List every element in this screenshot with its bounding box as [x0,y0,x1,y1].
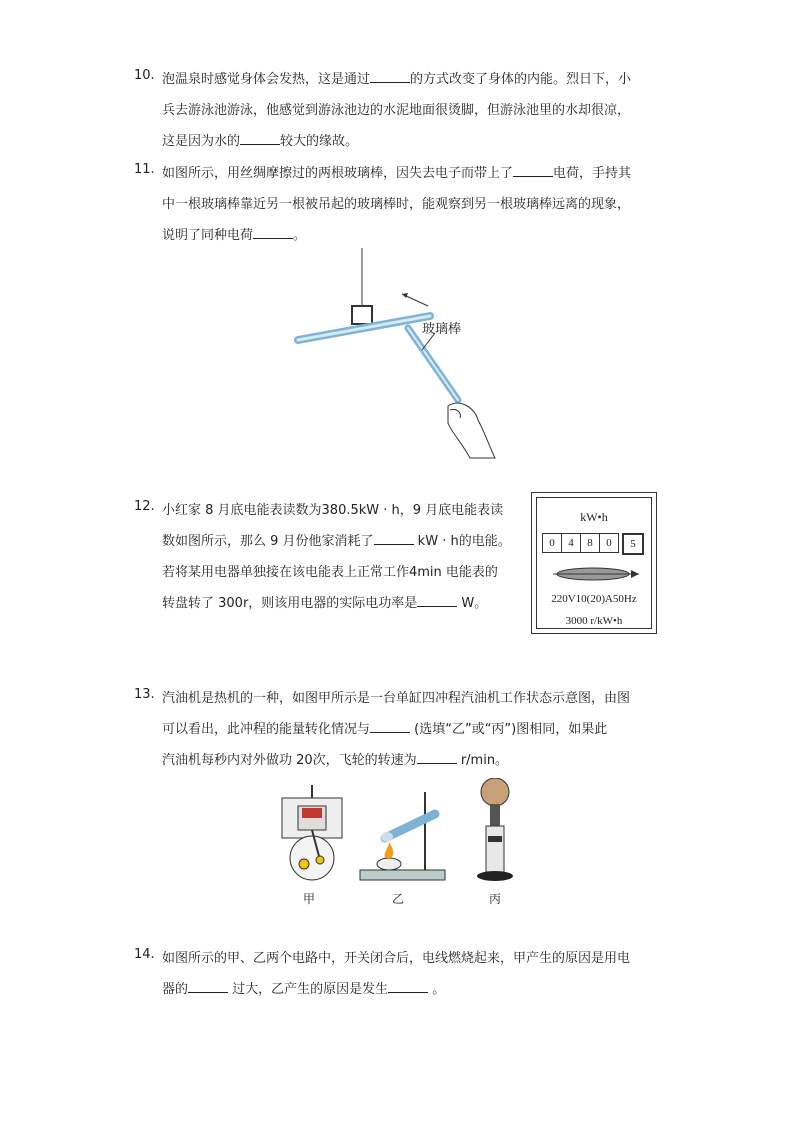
meter-digit: 8 [580,533,600,553]
question-number: 13. [134,687,155,702]
q13-text: 汽油机是热机的一种，如图甲所示是一台单缸四冲程汽油机工作状态示意图，由图 [162,691,631,706]
q12-text: W。 [457,596,488,611]
question-number: 14. [134,947,155,962]
q13-text: 汽油机每秒内对外做功 20次，飞轮的转速为 [162,753,417,768]
meter-digits [543,533,644,555]
q13-text: (选填“乙”或“丙”)图相同，如果此 [410,722,608,737]
meter-digit-decimal: 5 [622,533,644,555]
q12-text: 转盘转了 300r，则该用电器的实际电功率是 [162,596,418,611]
glass-rod-figure [290,248,510,463]
answer-blank[interactable] [240,134,280,145]
q12-text: 小红家 8 月底电能表读数为380.5kW · h，9 月底电能表读 [162,503,504,518]
q14-text: 。 [428,982,446,997]
answer-blank[interactable] [374,534,414,545]
q10-text: 泡温泉时感觉身体会发热，这是通过 [162,72,371,87]
q14-text: 如图所示的甲、乙两个电路中，开关闭合后，电线燃烧起来，甲产生的原因是用电 [162,951,631,966]
figure-caption-jia: 甲 [303,892,316,906]
answer-blank[interactable] [513,166,553,177]
meter-unit: kW•h [580,510,608,524]
answer-blank[interactable] [253,228,293,239]
meter-digit: 0 [542,533,562,553]
answer-blank[interactable] [388,982,428,993]
test-tube-figure [355,782,450,885]
answer-blank[interactable] [417,753,457,764]
meter-digit: 0 [599,533,619,553]
q12-text: 若将某用电器单独接在该电能表上正常工作4min 电能表的 [162,565,498,580]
answer-blank[interactable] [370,722,410,733]
question-number: 11. [134,162,155,177]
meter-spec: 220V10(20)A50Hz [551,593,637,605]
q14-text: 器的 [162,982,189,997]
meter-disc-icon [549,564,645,584]
meter-spec: 3000 r/kW•h [565,615,623,627]
q13-text: r/min。 [456,753,509,768]
q12-text: kW · h的电能。 [413,534,511,549]
q10-text: 的方式改变了身体的内能。烈日下，小 [410,72,632,87]
question-number: 10. [134,68,155,83]
q11-text: 中一根玻璃棒靠近另一根被吊起的玻璃棒时，能观察到另一根玻璃棒远离的现象， [162,197,631,212]
q12-text: 数如图所示，那么 9 月份他家消耗了 [162,534,374,549]
q11-text: 。 [293,228,307,243]
q11-text: 电荷，手持其 [553,166,632,181]
glass-rod-label: 玻璃棒 [422,322,462,337]
answer-blank[interactable] [370,72,410,83]
q11-text: 说明了同种电荷 [162,228,254,243]
answer-blank[interactable] [188,982,228,993]
piston-figure [460,778,530,884]
q10-text: 这是因为水的 [162,134,241,149]
q10-text: 较大的缘故。 [280,134,359,149]
q10-text: 兵去游泳池游泳，他感觉到游泳池边的水泥地面很烫脚，但游泳池里的水却很凉， [162,103,631,118]
meter-digit: 4 [561,533,581,553]
electricity-meter [531,492,657,634]
q14-text: 过大，乙产生的原因是发生 [228,982,389,997]
answer-blank[interactable] [417,596,457,607]
figure-caption-bing: 丙 [489,892,502,906]
q13-text: 可以看出，此冲程的能量转化情况与 [162,722,371,737]
question-number: 12. [134,499,155,514]
engine-figure [272,780,352,885]
q11-text: 如图所示，用丝绸摩擦过的两根玻璃棒，因失去电子而带上了 [162,166,514,181]
figure-caption-yi: 乙 [392,892,405,906]
